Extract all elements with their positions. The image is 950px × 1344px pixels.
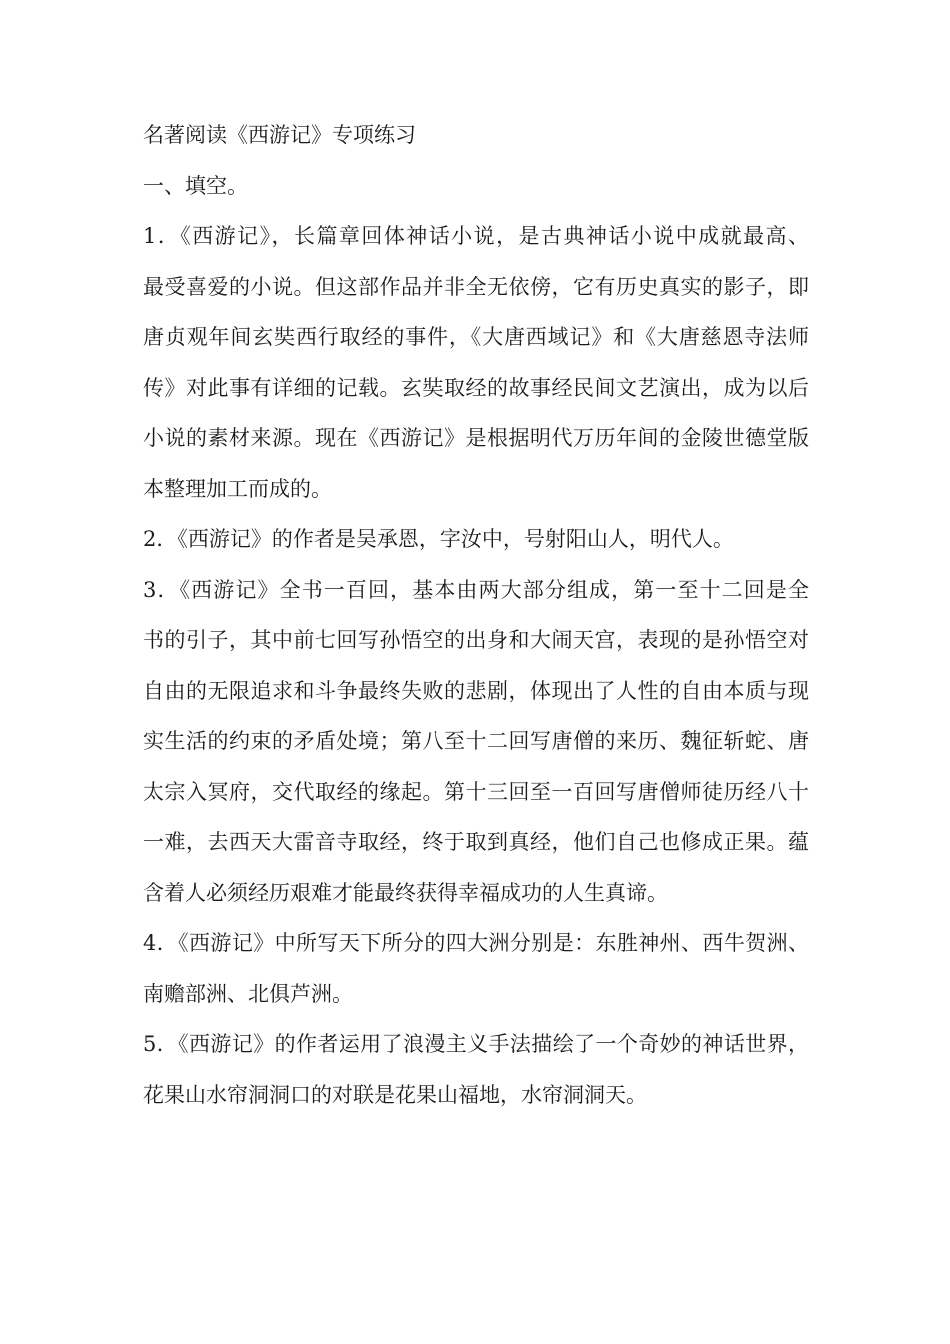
item-3-line-6: 一难，去西天大雷音寺取经，终于取到真经，他们自己也修成正果。蕴 bbox=[143, 830, 809, 854]
item-4-line-1: 4．《西游记》中所写天下所分的四大洲分别是：东胜神州、西牛贺洲、 bbox=[143, 931, 809, 955]
item-1-line-2: 最受喜爱的小说。但这部作品并非全无依傍，它有历史真实的影子，即 bbox=[143, 274, 809, 299]
item-3-line-5: 太宗入冥府，交代取经的缘起。第十三回至一百回写唐僧师徒历经八十 bbox=[143, 779, 809, 804]
item-3-line-3: 自由的无限追求和斗争最终失败的悲剧，体现出了人性的自由本质与现 bbox=[143, 678, 809, 703]
item-5-line-1: 5．《西游记》的作者运用了浪漫主义手法描绘了一个奇妙的神话世界， bbox=[143, 1032, 809, 1056]
item-1-line-3: 唐贞观年间玄奘西行取经的事件，《大唐西域记》和《大唐慈恩寺法师 bbox=[143, 325, 809, 349]
item-5 bbox=[143, 1019, 809, 1120]
document-title: 名著阅读《西游记》专项练习 bbox=[143, 123, 416, 147]
item-3-line-4: 实生活的约束的矛盾处境；第八至十二回写唐僧的来历、魏征斩蛇、唐 bbox=[143, 729, 809, 753]
item-4 bbox=[143, 918, 809, 1019]
section-heading: 一、填空。 bbox=[143, 173, 248, 198]
item-5-line-2: 花果山水帘洞洞口的对联是花果山福地，水帘洞洞天。 bbox=[143, 1082, 647, 1107]
item-4-line-2: 南赡部洲、北俱芦洲。 bbox=[143, 981, 353, 1006]
item-3-line-2: 书的引子，其中前七回写孙悟空的出身和大闹天宫，表现的是孙悟空对 bbox=[143, 628, 809, 652]
item-2-line-1: 2．《西游记》的作者是吴承恩，字汝中，号射阳山人，明代人。 bbox=[143, 527, 734, 551]
item-3-line-1: 3．《西游记》全书一百回，基本由两大部分组成，第一至十二回是全 bbox=[143, 577, 809, 602]
item-3 bbox=[143, 565, 809, 919]
document-page bbox=[143, 110, 809, 1120]
item-3-line-7: 含着人必须经历艰难才能最终获得幸福成功的人生真谛。 bbox=[143, 880, 668, 905]
item-1 bbox=[143, 211, 809, 514]
item-1-line-5: 小说的素材来源。现在《西游记》是根据明代万历年间的金陵世德堂版 bbox=[143, 426, 809, 450]
item-1-line-6: 本整理加工而成的。 bbox=[143, 476, 332, 501]
item-2 bbox=[143, 514, 809, 565]
item-1-line-4: 传》对此事有详细的记载。玄奘取经的故事经民间文艺演出，成为以后 bbox=[143, 375, 809, 400]
item-1-line-1: 1．《西游记》，长篇章回体神话小说，是古典神话小说中成就最高、 bbox=[143, 224, 809, 248]
